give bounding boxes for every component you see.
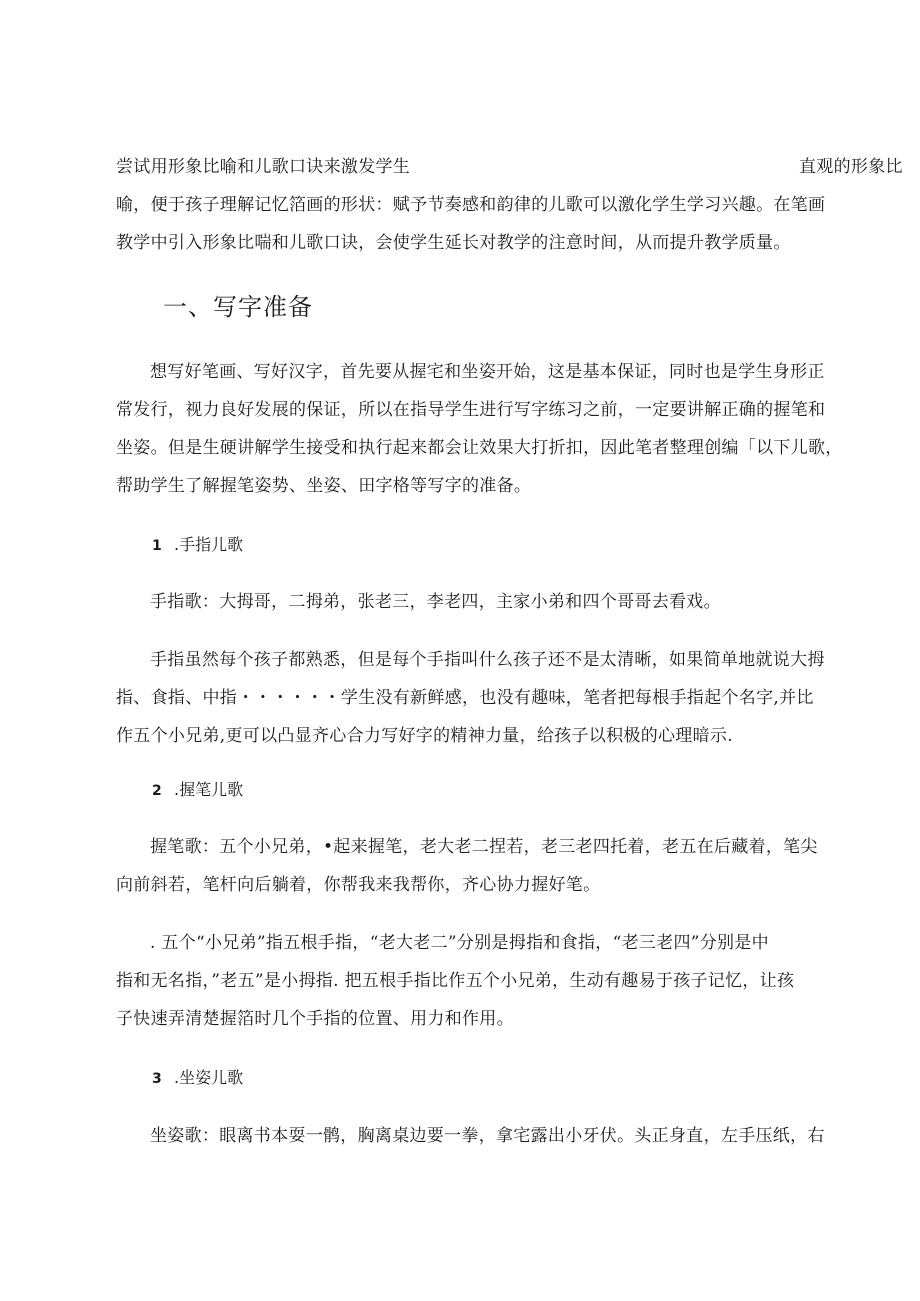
item1-song: 手指歌：大拇哥，二拇弟，张老三，李老四，主家小弟和四个哥哥去看戏。: [150, 592, 721, 612]
intro-line-1-left: 尝试用形象比喻和儿歌口诀来激发学生: [116, 157, 411, 177]
item1-heading: [152, 535, 243, 556]
item1-para-line-1: 手指虽然每个孩子都熟悉，但是每个手指叫什么孩子还不是太清晰，如果简单地就说大拇: [150, 650, 825, 670]
item2-heading: [152, 780, 243, 801]
intro-line-1: [116, 157, 903, 177]
item1-para-line-3: 作五个小兄弟,更可以凸显齐心合力写好字的精神力量，给孩子以积极的心理暗示.: [116, 726, 733, 746]
item2-title: .握笔儿歌: [174, 780, 244, 799]
item3-title: .坐姿儿歌: [174, 1068, 244, 1087]
intro-line-2: 喻，便于孩子理解记忆箔画的形状：赋予节奏感和韵律的儿歌可以激化学生学习兴趣。在笔画: [116, 195, 826, 215]
prep-line-4: 帮助学生了解握笔姿势、坐姿、田字格等写字的准备。: [116, 476, 532, 496]
item2-number: 2: [152, 783, 162, 799]
section-title: 一、写字准备: [163, 293, 313, 321]
prep-line-1: 想写好笔画、写好汉字，首先要从握宅和坐姿开始，这是基本保证，同时也是学生身形正: [150, 362, 825, 382]
item3-heading: [152, 1068, 243, 1089]
item2-song-line-2: 向前斜若，笔杆向后躺着，你帮我来我帮你，齐心协力握好笔。: [116, 875, 601, 895]
prep-line-2: 常发行，视力良好发展的保证，所以在指导学生进行写字练习之前，一定要讲解正确的握笔和: [116, 400, 826, 420]
item2-song-line-1: 握笔歌：五个小兄弟，•起来握笔，老大老二捏若，老三老四托着，老五在后藏着，笔尖: [150, 837, 818, 857]
item2-para-line-1: . 五个“小兄弟”指五根手指，“老大老二”分别是拇指和食指，“老三老四”分别是中: [150, 933, 769, 953]
item3-song-line-1: 坐姿歌：眼离书本耍一鹘，胸离桌边要一拳，拿宅露出小牙伏。头正身直，左手压纸，右: [150, 1126, 825, 1146]
item1-para-line-2: 指、食指、中指・・・・・・学生没有新鲜感，也没有趣味，笔者把每根手指起个名字,并比: [116, 688, 814, 708]
item2-para-line-2: 指和无名指，”老五”是小拇指. 把五根手指比作五个小兄弟，生动有趣易于孩子记忆，让孩: [116, 971, 795, 991]
item2-para-line-3: 子快速弄清楚握箔时几个手指的位置、用力和作用。: [116, 1009, 514, 1029]
intro-line-1-right: 直观的形象比: [799, 157, 903, 177]
item1-number: 1: [152, 538, 162, 554]
prep-line-3: 坐姿。但是生硬讲解学生接受和执行起来都会让效果大打折扣，因此笔者整理创编「以下儿歌，: [116, 438, 843, 458]
intro-line-3: 教学中引入形象比喘和儿歌口诀，会使学生延长对教学的注意时间，从而提升教学质量。: [116, 233, 791, 253]
item3-number: 3: [152, 1071, 162, 1087]
item1-title: .手指儿歌: [174, 535, 244, 554]
